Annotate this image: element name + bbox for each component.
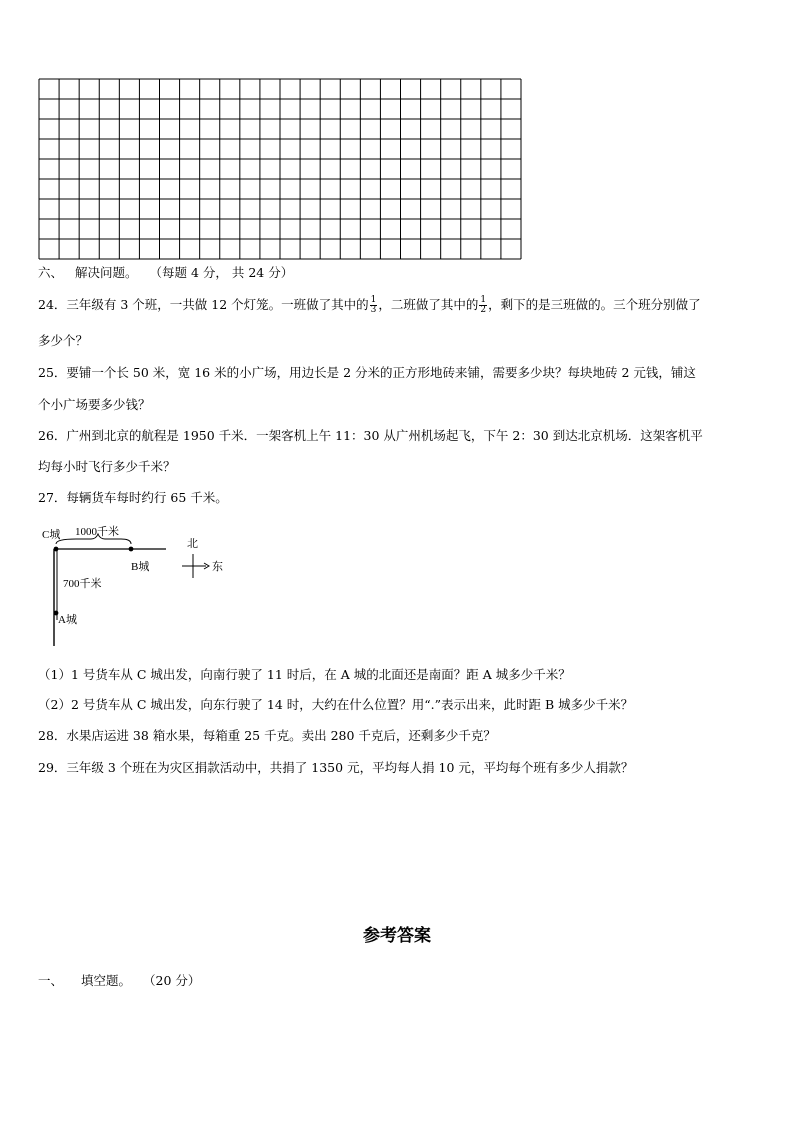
fraction-denominator: 3 bbox=[370, 305, 377, 315]
compass-north-label: 北 bbox=[187, 538, 198, 550]
question-27-sub2: （2）2 号货车从 C 城出发，向东行驶了 14 时，大约在什么位置？用“.”表示出来，此时距 B 城多少千米？ bbox=[38, 697, 634, 712]
fraction-numerator: 1 bbox=[480, 295, 487, 305]
q24-text-a: 24．三年级有 3 个班，一共做 12 个灯笼。一班做了其中的 bbox=[38, 297, 369, 312]
a-city-label: A城 bbox=[58, 614, 77, 626]
compass-east-label: 东 bbox=[212, 561, 223, 573]
question-27-sub1: （1）1 号货车从 C 城出发，向南行驶了 11 时后，在 A 城的北面还是南面？距 A 城多少千米？ bbox=[38, 667, 571, 682]
fraction-one-half bbox=[479, 296, 487, 315]
fraction-one-third bbox=[370, 296, 378, 315]
question-27-line1: 27．每辆货车每时约行 65 千米。 bbox=[38, 490, 228, 505]
answers-title: 参考答案 bbox=[363, 926, 431, 946]
c-city-point bbox=[54, 547, 59, 552]
south-distance-label: 700千米 bbox=[63, 578, 102, 590]
b-city-point bbox=[129, 547, 134, 552]
section-number: 一、 bbox=[38, 973, 64, 988]
question-25-line2: 个小广场要多少钱？ bbox=[38, 397, 151, 412]
question-26-line2: 均每小时飞行多少千米？ bbox=[38, 459, 176, 474]
question-26-line1: 26．广州到北京的航程是 1950 千米．一架客机上午 11：30 从广州机场起飞，下午 2：30 到达北京机场．这架客机平 bbox=[38, 428, 703, 443]
section-score: （20 分） bbox=[143, 973, 201, 988]
fraction-denominator: 2 bbox=[480, 305, 487, 315]
c-city-label: C城 bbox=[42, 529, 61, 541]
fraction-numerator: 1 bbox=[370, 295, 377, 305]
question-24-line2: 多少个？ bbox=[38, 333, 89, 348]
b-city-label: B城 bbox=[131, 561, 150, 573]
question-28: 28．水果店运进 38 箱水果，每箱重 25 千克。卖出 280 千克后，还剩多少千克？ bbox=[38, 728, 496, 743]
section-title: 填空题。 bbox=[81, 973, 132, 988]
section-six-heading bbox=[38, 265, 293, 281]
q24-text-b: ，二班做了其中的 bbox=[378, 297, 479, 312]
question-25-line1: 25．要铺一个长 50 米，宽 16 米的小广场，用边长是 2 分米的正方形地砖来铺，需要多少块？每块地砖 2 元钱，铺这 bbox=[38, 365, 696, 380]
section-title: 解决问题。 bbox=[75, 265, 138, 280]
q24-text-c: ，剩下的是三班做的。三个班分别做了 bbox=[488, 297, 701, 312]
question-29: 29．三年级 3 个班在为灾区捐款活动中，共捐了 1350 元，平均每人捐 10 元，平均每个班有多少人捐款？ bbox=[38, 760, 634, 775]
answer-grid bbox=[38, 78, 522, 260]
section-score: （每题 4 分， 共 24 分） bbox=[149, 265, 294, 280]
compass-icon bbox=[182, 537, 223, 578]
east-distance-label: 1000千米 bbox=[75, 526, 119, 538]
city-map-diagram bbox=[36, 520, 256, 650]
section-number: 六、 bbox=[38, 265, 64, 280]
section-one-heading bbox=[38, 973, 200, 989]
question-24-line1 bbox=[38, 296, 701, 315]
